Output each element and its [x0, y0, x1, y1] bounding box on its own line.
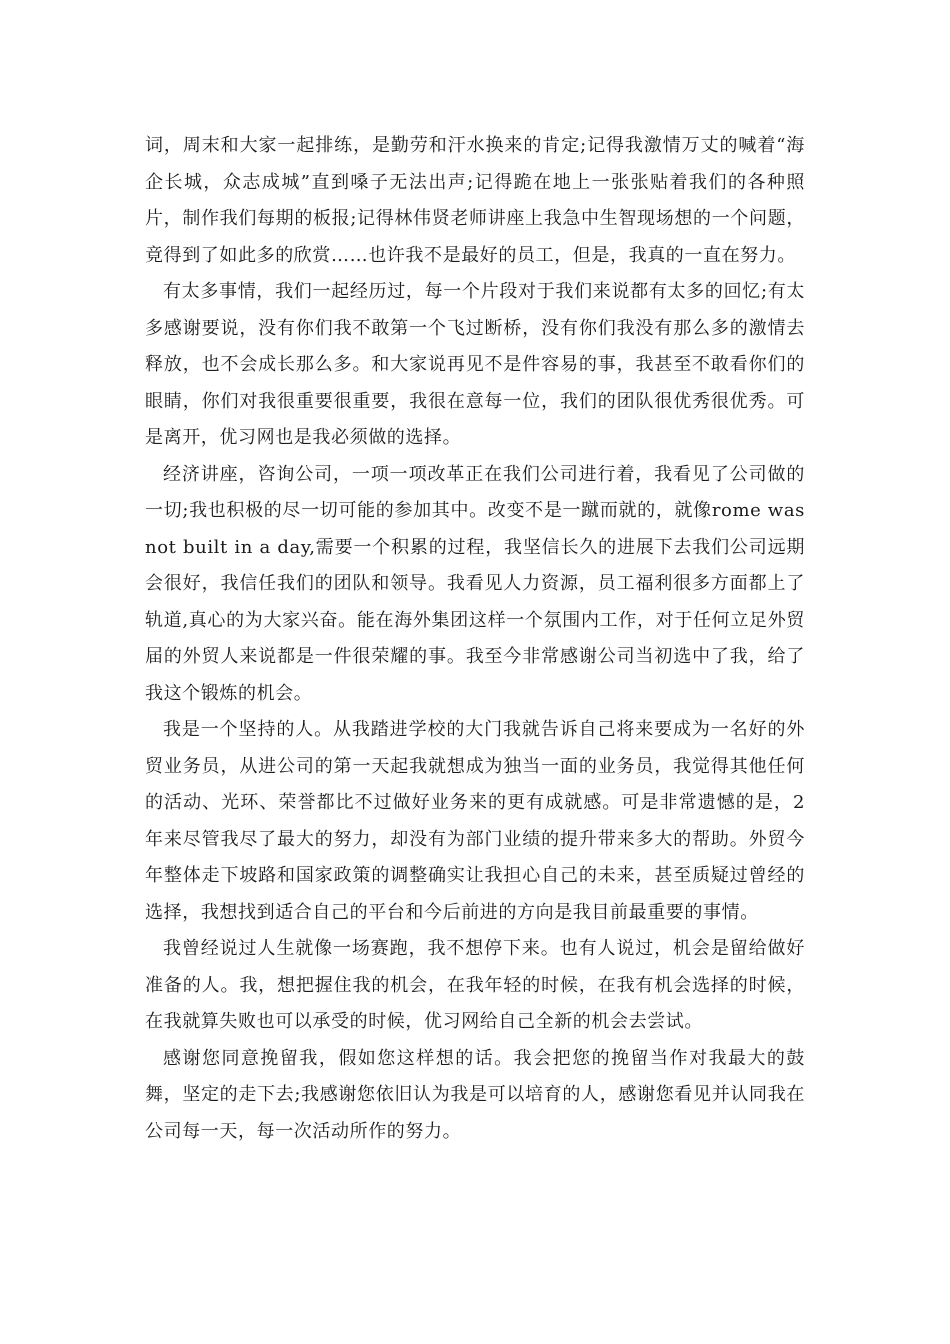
- document-page: [145, 128, 805, 1150]
- paragraph-5: 我曾经说过人生就像一场赛跑，我不想停下来。也有人说过，机会是留给做好准备的人。我，想把握住我的机会，在我年轻的时候，在我有机会选择的时候，在我就算失败也可以承受的时候，优习网给自己全新的机会去尝试。: [145, 938, 805, 1032]
- paragraph-4: 我是一个坚持的人。从我踏进学校的大门我就告诉自己将来要成为一名好的外贸业务员，从进公司的第一天起我就想成为独当一面的业务员，我觉得其他任何的活动、光环、荣誉都比不过做好业务来的更有成就感。可是非常遗憾的是，2年来尽管我尽了最大的努力，却没有为部门业绩的提升带来多大的帮助。外贸今年整体走下坡路和国家政策的调整确实让我担心自己的未来，甚至质疑过曾经的选择，我想找到适合自己的平台和今后前进的方向是我目前最重要的事情。: [145, 719, 805, 923]
- paragraph-2: 有太多事情，我们一起经历过，每一个片段对于我们来说都有太多的回忆;有太多感谢要说，没有你们我不敢第一个飞过断桥，没有你们我没有那么多的激情去释放，也不会成长那么多。和大家说再见不是件容易的事，我甚至不敢看你们的眼睛，你们对我很重要很重要，我很在意每一位，我们的团队很优秀很优秀。可是离开，优习网也是我必须做的选择。: [145, 281, 805, 448]
- paragraph-3: 经济讲座，咨询公司，一项一项改革正在我们公司进行着，我看见了公司做的一切;我也积极的尽一切可能的参加其中。改变不是一蹴而就的，就像rome was not built in a day,需要一个积累的过程，我坚信长久的进展下去我们公司远期会很好，我信任我们的团队和领导。我看见人力资源，员工福利很多方面都上了轨道,真心的为大家兴奋。能在海外集团这样一个氛围内工作，对于任何立足外贸届的外贸人来说都是一件很荣耀的事。我至今非常感谢公司当初选中了我，给了我这个锻炼的机会。: [145, 463, 805, 704]
- paragraph-1: 词，周末和大家一起排练，是勤劳和汗水换来的肯定;记得我激情万丈的喊着“海企长城，众志成城”直到嗓子无法出声;记得跪在地上一张张贴着我们的各种照片，制作我们每期的板报;记得林伟贤老师讲座上我急中生智现场想的一个问题，竟得到了如此多的欣赏……也许我不是最好的员工，但是，我真的一直在努力。: [145, 135, 805, 266]
- paragraph-6: 感谢您同意挽留我，假如您这样想的话。我会把您的挽留当作对我最大的鼓舞，坚定的走下去;我感谢您依旧认为我是可以培育的人，感谢您看见并认同我在公司每一天，每一次活动所作的努力。: [145, 1047, 805, 1142]
